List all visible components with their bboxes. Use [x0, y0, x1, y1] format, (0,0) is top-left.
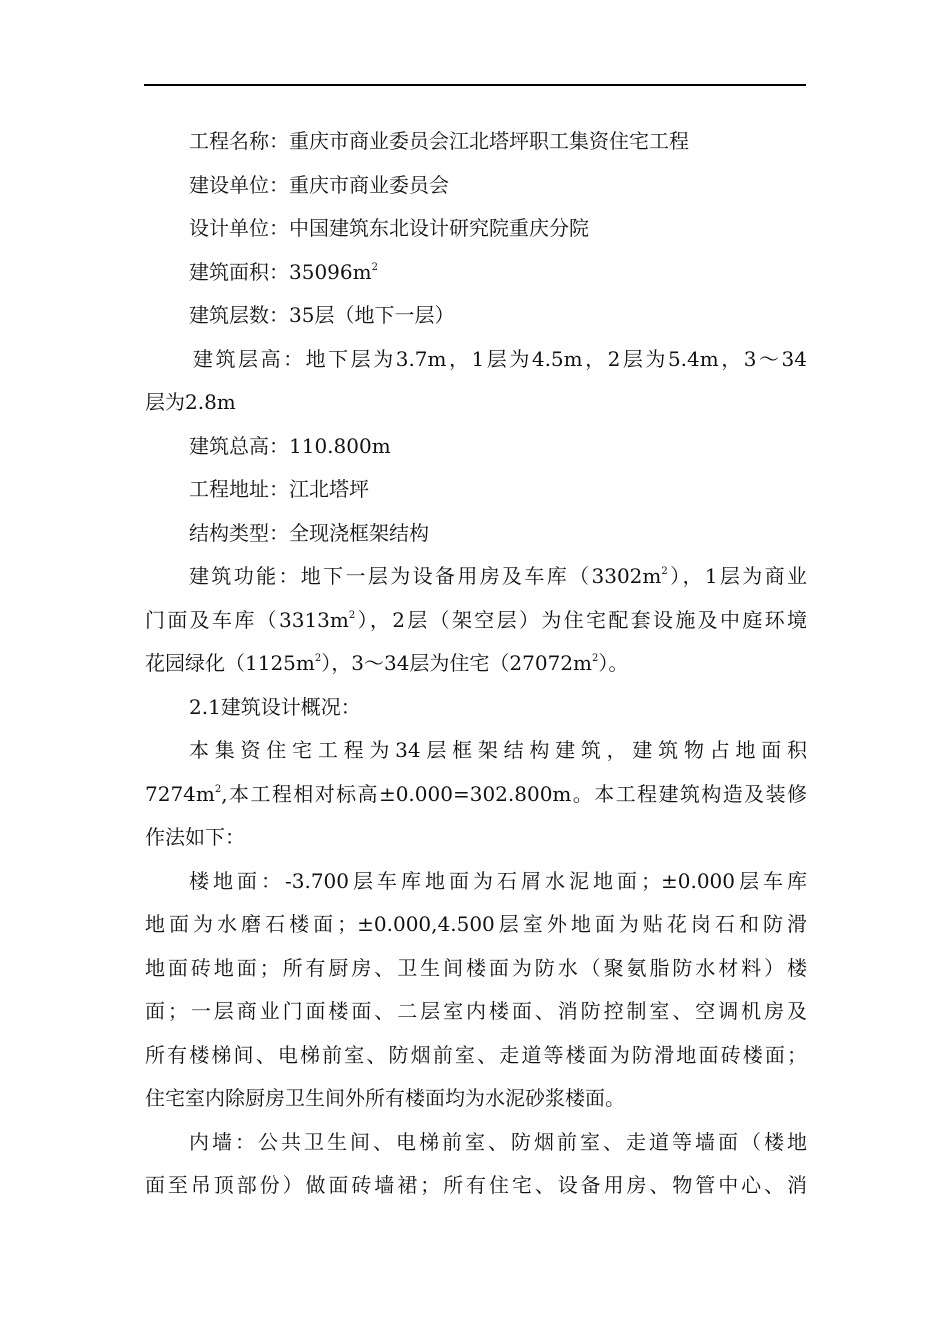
superscript: 2 [371, 261, 378, 273]
superscript: 2 [661, 566, 668, 577]
superscript: 2 [314, 653, 322, 664]
storey-height-line: 建筑层高：地下层为3.7m，1层为4.5m，2层为5.4m，3～34 [193, 346, 807, 371]
superscript: 2 [214, 783, 222, 795]
section-heading: 2.1建筑设计概况： [189, 694, 361, 719]
client-line: 建设单位：重庆市商业委员会 [189, 172, 449, 197]
designer-line: 设计单位：中国建筑东北设计研究院重庆分院 [189, 216, 589, 240]
floor-finish-line-2: 地面为水磨石楼面；±0.000,4.500层室外地面为贴花岗石和防滑 [145, 912, 807, 936]
document-body [145, 120, 807, 1208]
overview-line: 本集资住宅工程为34层框架结构建筑，建筑物占地面积 [189, 738, 807, 762]
overview-line-cont: $7274m^2$,本工程相对标高±0.000=302.800m。本工程建筑构造及装修 [145, 781, 807, 806]
storeys-line: 建筑层数：35层（地下一层） [189, 303, 455, 327]
header-rule [144, 84, 806, 86]
function-line: 建筑功能：地下一层为设备用房及车库$(3302m^2)$，1层为商业 [189, 564, 807, 588]
superscript: 2 [592, 653, 599, 664]
floor-finish-line-5: 所有楼梯间、电梯前室、防烟前室、走道等楼面为防滑地面砖楼面； [145, 1042, 807, 1067]
floor-finish-line-6: 住宅室内除厨房卫生间外所有楼面均为水泥砂浆楼面。 [145, 1086, 625, 1110]
total-height-line: 建筑总高：110.800m [189, 433, 391, 458]
inner-wall-line-2: 面至吊顶部份）做面砖墙裙；所有住宅、设备用房、物管中心、消 [145, 1173, 807, 1197]
function-line-cont: 门面及车库$(3313m^2)$，2层（架空层）为住宅配套设施及中庭环境 [145, 607, 807, 632]
floor-finish-line: 楼地面：-3.700层车库地面为石屑水泥地面；±0.000层车库 [189, 868, 807, 893]
floor-finish-line-3: 地面砖地面；所有厨房、卫生间楼面为防水（聚氨脂防水材料）楼 [145, 955, 807, 980]
structure-type-line: 结构类型：全现浇框架结构 [189, 520, 429, 545]
superscript: 2 [348, 609, 356, 621]
floor-area-line: 建筑面积：$35096m^2$ [189, 259, 378, 284]
function-line-end: 花园绿化$(1125m^2)$，3～34层为住宅$(27072m^2)$。 [145, 651, 629, 675]
overview-line-end: 作法如下： [145, 825, 245, 849]
inner-wall-line: 内墙：公共卫生间、电梯前室、防烟前室、走道等墙面（楼地 [189, 1129, 807, 1154]
address-line: 工程地址：江北塔坪 [189, 477, 369, 501]
storey-height-line-cont: 层为2.8m [145, 390, 236, 414]
project-name-line: 工程名称：重庆市商业委员会江北塔坪职工集资住宅工程 [189, 129, 689, 153]
floor-finish-line-4: 面；一层商业门面楼面、二层室内楼面、消防控制室、空调机房及 [145, 999, 807, 1023]
